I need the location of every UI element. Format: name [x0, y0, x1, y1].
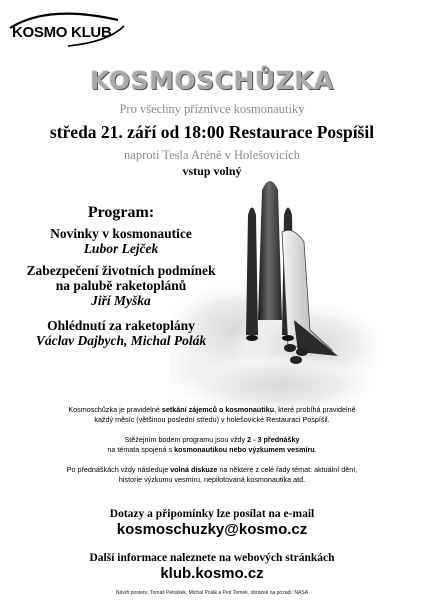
- talk-2: [0, 263, 242, 308]
- talk-1: [0, 226, 242, 256]
- info-text: Po přednáškách vždy následuje: [66, 465, 171, 474]
- info-text: na témata spojená s: [107, 444, 175, 454]
- info-text: každý měsíc (většinou poslední středu) v holešovické Restauraci Pospíšil.: [94, 414, 330, 424]
- talk-title-line2: na palubě raketoplánů: [55, 278, 187, 293]
- talk-title: Ohlédnutí za raketoplány: [47, 318, 195, 333]
- info-emphasis: 2 - 3 přednášky: [247, 435, 300, 444]
- poster-credits: Návrh posteru: Tomáš Petrášek, Michal Polák a Petr Tomek, obrázek na pozadí: NASA: [115, 590, 309, 596]
- info-paragraph-2: [30, 435, 394, 454]
- poster-subtitle: Pro všechny příznivce kosmonautiky: [119, 102, 305, 116]
- talk-speaker: Lubor Lejček: [83, 241, 159, 256]
- entry-note: vstup volný: [182, 164, 242, 178]
- event-date-venue: středa 21. září od 18:00 Restaurace Pospíšil: [49, 122, 375, 142]
- email-address[interactable]: kosmoschuzky@kosmo.cz: [116, 521, 308, 538]
- info-text: Stěžejním bodem programu jsou vždy: [124, 435, 248, 444]
- talk-speaker: Jiří Myška: [91, 293, 151, 308]
- talk-title: Novinky v kosmonautice: [50, 226, 192, 241]
- website-link[interactable]: klub.kosmo.cz: [160, 565, 264, 582]
- info-emphasis: volná diskuze: [170, 465, 218, 474]
- event-location: naproti Tesla Aréně v Holešovicích: [124, 148, 300, 162]
- info-paragraph-1: [30, 405, 394, 424]
- info-emphasis: setkání zájemců o kosmonautiku: [161, 405, 275, 414]
- website-label: Další informace naleznete na webových stránkách: [89, 552, 335, 564]
- logo-text: KOSMO KLUB: [12, 24, 112, 41]
- info-text: Kosmoschůzka je pravidelné: [68, 405, 162, 414]
- info-paragraph-3: [30, 465, 394, 484]
- info-text: na některé z celé řady témat: aktuální dění,: [217, 465, 358, 474]
- talk-speaker: Václav Dajbych, Michal Polák: [35, 333, 207, 348]
- talk-title: Zabezpečení životních podmínek: [26, 263, 216, 278]
- email-label: Dotazy a připomínky lze posílat na e-mail: [109, 508, 315, 520]
- info-text: .: [314, 444, 317, 454]
- poster-title: KOSMOSCHŮZKA: [89, 66, 335, 95]
- program-heading: Program:: [87, 204, 155, 221]
- kosmo-klub-logo: [8, 6, 128, 52]
- talk-3: [0, 318, 242, 348]
- info-text: , které probíhá pravidelně: [274, 405, 356, 414]
- info-text: historie výzkumu vesmíru, nepilotovaná kosmonautika atd.: [118, 474, 306, 484]
- info-emphasis: kosmonautikou nebo výzkumem vesmíru: [174, 444, 315, 454]
